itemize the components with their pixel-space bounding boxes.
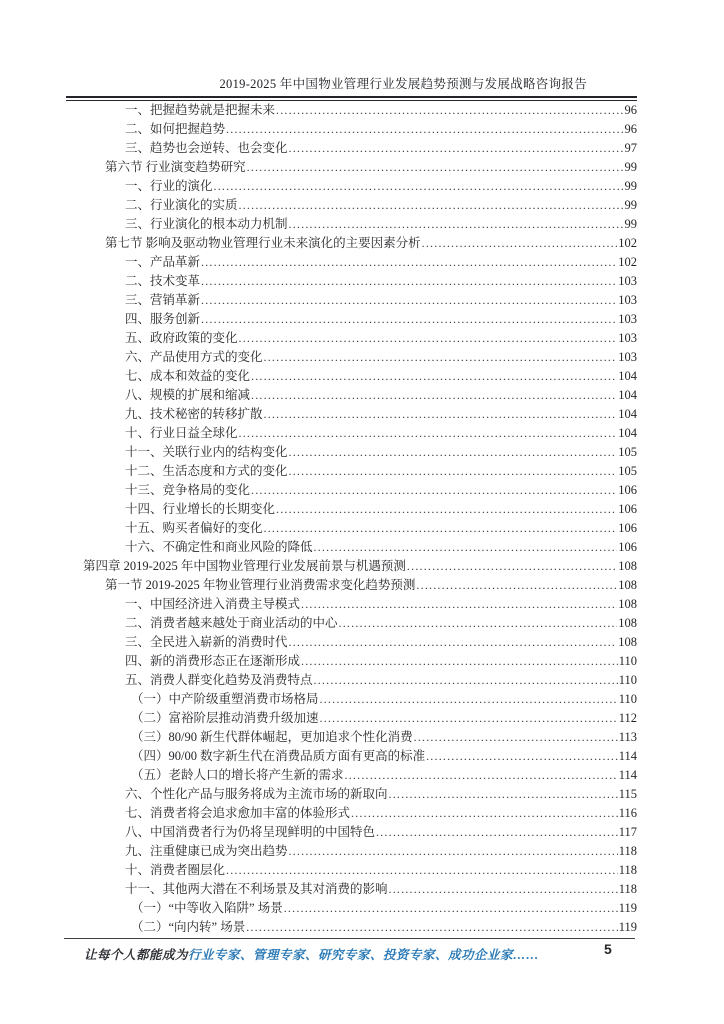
toc-entry — [65, 822, 637, 841]
toc-entry — [65, 860, 637, 879]
toc-entry — [65, 841, 637, 860]
dot-leader — [416, 578, 617, 593]
toc-entry-page-number: 103 — [618, 350, 637, 364]
toc-entry-page-number: 99 — [624, 160, 637, 174]
toc-entry-page-number: 118 — [618, 844, 637, 858]
toc-entry-label: 五、政府政策的变化 — [125, 331, 238, 345]
toc-entry-page-number: 104 — [618, 426, 637, 440]
toc-entry-label: 一、把握趋势就是把握未来 — [125, 103, 276, 117]
dot-leader — [251, 369, 617, 384]
toc-entry — [65, 898, 637, 917]
toc-entry-page-number: 113 — [618, 730, 637, 744]
toc-entry — [65, 727, 637, 746]
running-header-title: 2019-2025 年中国物业管理行业发展趋势预测与发展战略咨询报告 — [219, 77, 587, 91]
toc-entry-page-number: 108 — [618, 616, 637, 630]
dot-leader — [276, 103, 623, 118]
toc-entry-label: 五、消费人群变化趋势及消费特点 — [125, 673, 313, 687]
toc-entry-label: （三）80/90 新生代群体崛起，更加追求个性化消费 — [131, 730, 413, 744]
toc-entry — [65, 423, 637, 442]
footer-rule — [64, 938, 635, 939]
toc-entry-page-number: 105 — [618, 464, 637, 478]
toc-entry-page-number: 110 — [618, 654, 637, 668]
dot-leader — [246, 920, 617, 935]
dot-leader — [226, 863, 618, 878]
toc-entry — [65, 556, 637, 575]
toc-entry-page-number: 103 — [618, 293, 637, 307]
toc-entry-page-number: 119 — [618, 901, 637, 915]
toc-entry — [65, 347, 637, 366]
toc-entry — [65, 689, 637, 708]
toc-entry-label: 八、规模的扩展和缩减 — [125, 388, 251, 402]
toc-entry-page-number: 105 — [618, 445, 637, 459]
toc-entry-label: 二、行业演化的实质 — [125, 198, 238, 212]
toc-entry-label: 一、产品革新 — [125, 255, 201, 269]
toc-entry-page-number: 96 — [624, 122, 637, 136]
toc-entry-page-number: 103 — [618, 274, 637, 288]
dot-leader — [320, 711, 618, 726]
toc-entry-label: 三、趋势也会逆转、也会变化 — [125, 141, 288, 155]
toc-entry-label: （一）“中等收入陷阱” 场景 — [131, 901, 283, 915]
toc-entry-label: （二）“向内转” 场景 — [131, 920, 246, 934]
toc-entry-label: 八、中国消费者行为仍将呈现鲜明的中国特色 — [125, 825, 376, 839]
toc-entry-label: 十、消费者圈层化 — [125, 863, 226, 877]
toc-entry-label: 七、成本和效益的变化 — [125, 369, 251, 383]
page-number: 5 — [604, 941, 612, 957]
toc-entry-page-number: 99 — [624, 217, 637, 231]
toc-entry — [65, 613, 637, 632]
toc-entry-label: 十一、关联行业内的结构变化 — [125, 445, 288, 459]
dot-leader — [264, 407, 618, 422]
dot-leader — [264, 521, 618, 536]
dot-leader — [426, 749, 618, 764]
toc-entry-label: 七、消费者将会追求愈加丰富的体验形式 — [125, 806, 351, 820]
toc-entry — [65, 537, 637, 556]
dot-leader — [414, 730, 618, 745]
toc-entry-page-number: 106 — [618, 540, 637, 554]
toc-entry-label: 一、中国经济进入消费主导模式 — [125, 597, 301, 611]
toc-entry-page-number: 106 — [618, 502, 637, 516]
toc-entry — [65, 366, 637, 385]
dot-leader — [407, 559, 617, 574]
toc-entry-page-number: 115 — [618, 787, 637, 801]
toc-entry — [65, 138, 637, 157]
dot-leader — [289, 635, 618, 650]
toc-entry — [65, 328, 637, 347]
toc-entry-label: 三、行业演化的根本动力机制 — [125, 217, 288, 231]
toc-entry-page-number: 103 — [618, 312, 637, 326]
toc-entry-label: 十三、竞争格局的变化 — [125, 483, 251, 497]
toc-entry-page-number: 117 — [618, 825, 637, 839]
dot-leader — [320, 692, 618, 707]
dot-leader — [314, 540, 618, 555]
toc-entry-page-number: 118 — [618, 863, 637, 877]
dot-leader — [289, 217, 624, 232]
toc-entry-page-number: 99 — [624, 198, 637, 212]
toc-entry-page-number: 114 — [618, 749, 637, 763]
toc-entry-label: 三、营销革新 — [125, 293, 201, 307]
toc-entry — [65, 499, 637, 518]
toc-entry-label: 第七节 影响及驱动物业管理行业未来演化的主要因素分析 — [105, 236, 421, 250]
toc-entry — [65, 803, 637, 822]
toc-entry-page-number: 112 — [618, 711, 637, 725]
toc-entry-page-number: 114 — [618, 768, 637, 782]
dot-leader — [345, 768, 618, 783]
dot-leader — [389, 787, 618, 802]
dot-leader — [339, 616, 618, 631]
toc-entry — [65, 651, 637, 670]
toc-entry — [65, 195, 637, 214]
dot-leader — [422, 236, 618, 251]
dot-leader — [301, 654, 618, 669]
toc-entry-page-number: 118 — [618, 882, 637, 896]
dot-leader — [239, 198, 624, 213]
footer-slogan-prefix: 让每个人都能成为 — [84, 948, 189, 962]
toc-entry-page-number: 108 — [618, 597, 637, 611]
toc-entry-label: 六、产品使用方式的变化 — [125, 350, 263, 364]
toc-entry — [65, 784, 637, 803]
toc-entry — [65, 157, 637, 176]
toc-entry — [65, 214, 637, 233]
toc-entry — [65, 233, 637, 252]
toc-entry-page-number: 96 — [624, 103, 637, 117]
footer-slogan — [84, 945, 539, 963]
toc-entry-label: 六、个性化产品与服务将成为主流市场的新取向 — [125, 787, 388, 801]
dot-leader — [239, 426, 618, 441]
toc-entry — [65, 442, 637, 461]
toc-entry-label: 九、注重健康已成为突出趋势 — [125, 844, 288, 858]
toc-entry-page-number: 106 — [618, 483, 637, 497]
toc-entry-label: 一、行业的演化 — [125, 179, 213, 193]
dot-leader — [201, 255, 617, 270]
toc-entry-page-number: 108 — [618, 578, 637, 592]
toc-entry — [65, 480, 637, 499]
header-rule-thick — [66, 96, 637, 98]
toc-entry-label: 十二、生活态度和方式的变化 — [125, 464, 288, 478]
toc-entry-page-number: 104 — [618, 407, 637, 421]
dot-leader — [247, 160, 624, 175]
toc-entry — [65, 765, 637, 784]
toc-entry-label: 第六节 行业演变趋势研究 — [105, 160, 246, 174]
dot-leader — [376, 825, 618, 840]
toc-entry-label: （五）老龄人口的增长将产生新的需求 — [131, 768, 344, 782]
toc-entry-page-number: 110 — [618, 673, 637, 687]
toc-entry-label: 十五、购买者偏好的变化 — [125, 521, 263, 535]
dot-leader — [226, 122, 623, 137]
toc-entry-label: 二、技术变革 — [125, 274, 201, 288]
toc-entry — [65, 100, 637, 119]
dot-leader — [201, 293, 617, 308]
dot-leader — [289, 464, 618, 479]
toc-entry-label: 九、技术秘密的转移扩散 — [125, 407, 263, 421]
toc-entry-page-number: 104 — [618, 369, 637, 383]
toc-entry-label: 十一、其他两大潜在不利场景及其对消费的影响 — [125, 882, 388, 896]
toc-entry-page-number: 116 — [618, 806, 637, 820]
toc-entry — [65, 879, 637, 898]
toc-entry-label: 十、行业日益全球化 — [125, 426, 238, 440]
toc-entry — [65, 575, 637, 594]
toc-entry-page-number: 119 — [618, 920, 637, 934]
toc-entry — [65, 632, 637, 651]
toc-entry-label: 三、全民进入崭新的消费时代 — [125, 635, 288, 649]
toc-entry-label: （四）90/00 数字新生代在消费品质方面有更高的标准 — [131, 749, 426, 763]
toc-entry — [65, 252, 637, 271]
toc-entry-page-number: 102 — [618, 255, 637, 269]
dot-leader — [251, 388, 617, 403]
dot-leader — [251, 483, 617, 498]
toc-entry — [65, 271, 637, 290]
toc-entry — [65, 176, 637, 195]
toc-entry-page-number: 110 — [618, 692, 637, 706]
toc-entry-label: 十六、不确定性和商业风险的降低 — [125, 540, 313, 554]
dot-leader — [276, 502, 617, 517]
toc-entry-label: 第一节 2019-2025 年物业管理行业消费需求变化趋势预测 — [105, 578, 416, 592]
toc-entry-label: 第四章 2019-2025 年中国物业管理行业发展前景与机遇预测 — [83, 559, 406, 573]
toc-entry — [65, 404, 637, 423]
dot-leader — [284, 901, 618, 916]
dot-leader — [214, 179, 624, 194]
toc-entry — [65, 746, 637, 765]
toc-entry — [65, 594, 637, 613]
toc-entry-label: （一）中产阶级重塑消费市场格局 — [131, 692, 319, 706]
toc-entry-label: 十四、行业增长的长期变化 — [125, 502, 276, 516]
dot-leader — [289, 445, 618, 460]
toc-entry-page-number: 106 — [618, 521, 637, 535]
toc-entry-page-number: 108 — [618, 559, 637, 573]
toc-entry-label: 二、消费者越来越处于商业活动的中心 — [125, 616, 338, 630]
toc-entry-label: 四、服务创新 — [125, 312, 201, 326]
dot-leader — [314, 673, 618, 688]
dot-leader — [239, 331, 618, 346]
toc-entry — [65, 290, 637, 309]
toc-entry — [65, 385, 637, 404]
dot-leader — [201, 274, 617, 289]
table-of-contents — [65, 100, 637, 936]
toc-entry — [65, 119, 637, 138]
dot-leader — [289, 141, 624, 156]
dot-leader — [389, 882, 618, 897]
toc-entry — [65, 708, 637, 727]
toc-entry-page-number: 103 — [618, 331, 637, 345]
dot-leader — [201, 312, 617, 327]
toc-entry — [65, 461, 637, 480]
toc-entry-page-number: 102 — [618, 236, 637, 250]
footer-slogan-highlight: 行业专家、管理专家、研究专家、投资专家、成功企业家…… — [188, 948, 540, 962]
dot-leader — [351, 806, 618, 821]
dot-leader — [289, 844, 618, 859]
toc-entry-page-number: 104 — [618, 388, 637, 402]
dot-leader — [301, 597, 617, 612]
toc-entry-label: （二）富裕阶层推动消费升级加速 — [131, 711, 319, 725]
toc-entry-label: 四、新的消费形态正在逐渐形成 — [125, 654, 301, 668]
toc-entry — [65, 518, 637, 537]
toc-entry — [65, 917, 637, 936]
toc-entry — [65, 309, 637, 328]
toc-entry — [65, 670, 637, 689]
toc-entry-page-number: 99 — [624, 179, 637, 193]
toc-entry-page-number: 97 — [624, 141, 637, 155]
dot-leader — [264, 350, 618, 365]
toc-entry-page-number: 108 — [618, 635, 637, 649]
toc-entry-label: 二、如何把握趋势 — [125, 122, 226, 136]
